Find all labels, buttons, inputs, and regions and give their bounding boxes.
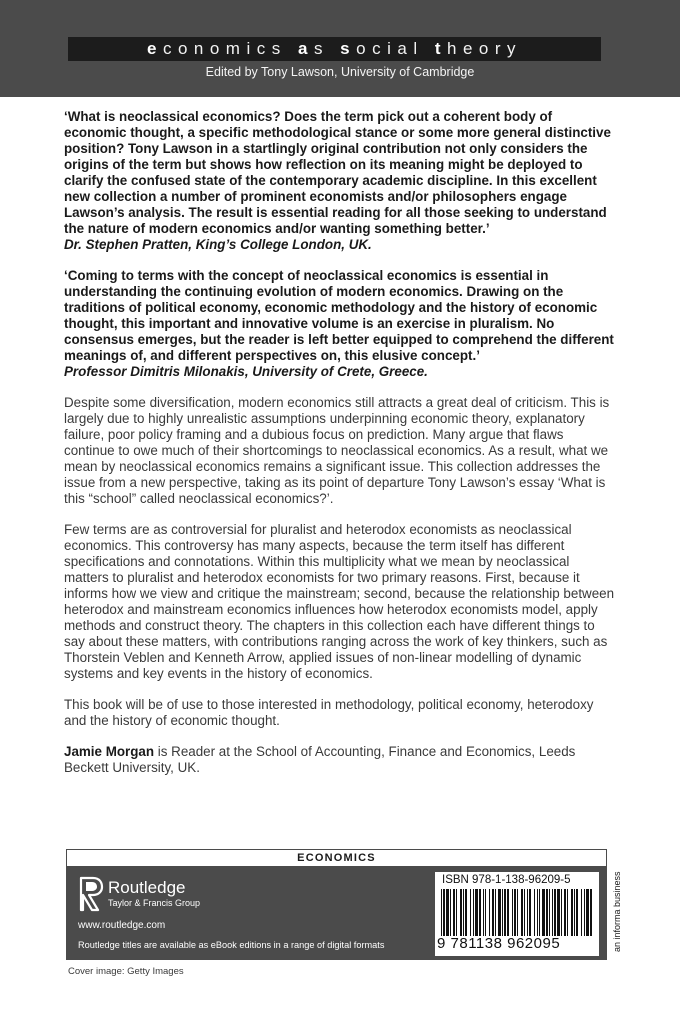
barcode-bar (542, 889, 545, 936)
barcode-bar (549, 889, 550, 936)
barcode-bar (586, 889, 589, 936)
back-cover-text (64, 109, 616, 776)
description-paragraph-1: Despite some diversification, modern economics still attracts a great deal of criticism. This is largely due to highly unrealistic assumptions underpinning economic theory, explanatory failure, poor policy framing and a dubious focus on prediction. Many argue that flaws continue to owe much of their shortcomings to neoclassical economics. As a result, what we mean by neoclassical economics remains a significant issue. This collection addresses the issue from a new perspective, taking as its point of departure Tony Lawson’s essay ‘What is this “school” called neoclassical economics?’. (64, 395, 610, 506)
barcode-bar (465, 889, 467, 936)
series-initial-t: t (434, 39, 447, 58)
barcode-bar (470, 889, 471, 936)
barcode-bar (502, 889, 503, 936)
series-initial-a: a (297, 39, 314, 58)
series-word-social: ocial (356, 39, 435, 58)
barcode-bar (567, 889, 568, 936)
series-word-economics: conomics (162, 39, 298, 58)
publisher-website: www.routledge.com (78, 920, 166, 931)
cover-image-credit: Cover image: Getty Images (68, 966, 184, 977)
endorsement-quote-2: ‘Coming to terms with the concept of neoclassical economics is essential in understanding the continuing evolution of modern economics. Drawing on the traditions of political economy, economic methodology and the history of economic thought, this important and innovative volume is an exercise in pluralism. No consensus emerges, but the reader is left better equipped to comprehend the different meanings of, and different perspectives on, this elusive concept.’ (64, 268, 614, 363)
subject-category: ECONOMICS (66, 849, 607, 867)
barcode-bar (446, 889, 449, 936)
barcode (441, 889, 593, 936)
barcode-bar (539, 889, 540, 936)
barcode-bar (561, 889, 562, 936)
barcode-bar (529, 889, 531, 936)
barcode-bar (456, 889, 457, 936)
series-initial-s: s (340, 39, 357, 58)
author-name: Jamie Morgan (64, 744, 155, 759)
barcode-bar (483, 889, 484, 936)
barcode-bar (574, 889, 575, 936)
ebook-note: Routledge titles are available as eBook editions in a range of digital formats (78, 940, 385, 950)
barcode-bar (584, 889, 585, 936)
publisher-panel (66, 849, 607, 960)
barcode-bar (475, 889, 478, 936)
description-paragraph-3: This book will be of use to those interested in methodology, political economy, heterodoxy and the history of economic thought. (64, 697, 594, 728)
barcode-bar (479, 889, 481, 936)
barcode-bar (590, 889, 592, 936)
barcode-bar (485, 889, 486, 936)
isbn-number: ISBN 978-1-138-96209-5 (442, 874, 571, 886)
series-word-as: s (313, 39, 341, 58)
barcode-bar (564, 889, 566, 936)
barcode-bar (527, 889, 528, 936)
barcode-bar (557, 889, 560, 936)
routledge-r-icon (78, 876, 104, 912)
barcode-bar (450, 889, 451, 936)
publisher-name: Routledge (108, 878, 186, 897)
barcode-bar (504, 889, 506, 936)
barcode-bar (453, 889, 455, 936)
barcode-bar (537, 889, 538, 936)
barcode-bar (521, 889, 523, 936)
author-bio-text: is Reader at the School of Accounting, Finance and Economics, Leeds Beckett University, UK. (64, 744, 576, 775)
barcode-bar (546, 889, 548, 936)
barcode-bar (524, 889, 525, 936)
barcode-bar (507, 889, 509, 936)
series-title (68, 37, 601, 61)
series-initial-e: e (146, 39, 163, 58)
barcode-bar (517, 889, 518, 936)
author-bio (64, 744, 616, 776)
barcode-bar (498, 889, 501, 936)
barcode-bar (463, 889, 464, 936)
isbn-barcode-box (435, 872, 599, 956)
barcode-bar (460, 889, 462, 936)
barcode-bar (581, 889, 582, 936)
barcode-bar (534, 889, 535, 936)
barcode-bar (554, 889, 556, 936)
series-editor: Edited by Tony Lawson, University of Cambridge (205, 65, 475, 79)
series-word-theory: heory (447, 39, 523, 58)
top-band (0, 0, 680, 97)
barcode-bar (552, 889, 553, 936)
endorsement-attribution-1: Dr. Stephen Pratten, King’s College London, UK. (64, 237, 372, 252)
barcode-bar (495, 889, 496, 936)
informa-business-tagline: an informa business (612, 871, 622, 952)
barcode-bar (512, 889, 513, 936)
barcode-digits: 9 781138 962095 (437, 935, 561, 952)
barcode-bar (514, 889, 516, 936)
endorsement-quote-1: ‘What is neoclassical economics? Does the term pick out a coherent body of economic thought, a specific methodological stance or some more general distinctive position? Tony Lawson in a startlingly original contribution not only considers the origins of the term but shows how reflection on its meaning might be deployed to clarify the confused state of the contemporary academic discipline. In this excellent new collection a number of prominent economists and/or philosophers engage Lawson’s analysis. The result is essential reading for all those seeking to understand the nature of modern economics and/or wanting something better.’ (64, 109, 611, 236)
publisher-group: Taylor & Francis Group (108, 898, 201, 908)
barcode-bar (441, 889, 442, 936)
description-paragraph-2: Few terms are as controversial for pluralist and heterodox economists as neoclassical economics. This controversy has many aspects, because the term itself has different specifications and connotations. Within this multiplicity what we mean by neoclassical matters to pluralist and heterodox economists for two primary reasons. First, because it informs how we view and critique the mainstream; second, because the relationship between heterodox and mainstream economics influences how heterodox economists model, apply methods and construct theory. The chapters in this collection each have different things to say about these matters, with contributions ranging across the work of key thinkers, such as Thorstein Veblen and Kenneth Arrow, applied issues of non-linear modelling of dynamic systems and key events in the history of economics. (64, 522, 615, 681)
barcode-bar (443, 889, 445, 936)
endorsement-attribution-2: Professor Dimitris Milonakis, University of Crete, Greece. (64, 364, 428, 379)
barcode-bar (571, 889, 573, 936)
barcode-bar (492, 889, 494, 936)
barcode-bar (473, 889, 474, 936)
barcode-bar (489, 889, 490, 936)
barcode-bar (576, 889, 578, 936)
